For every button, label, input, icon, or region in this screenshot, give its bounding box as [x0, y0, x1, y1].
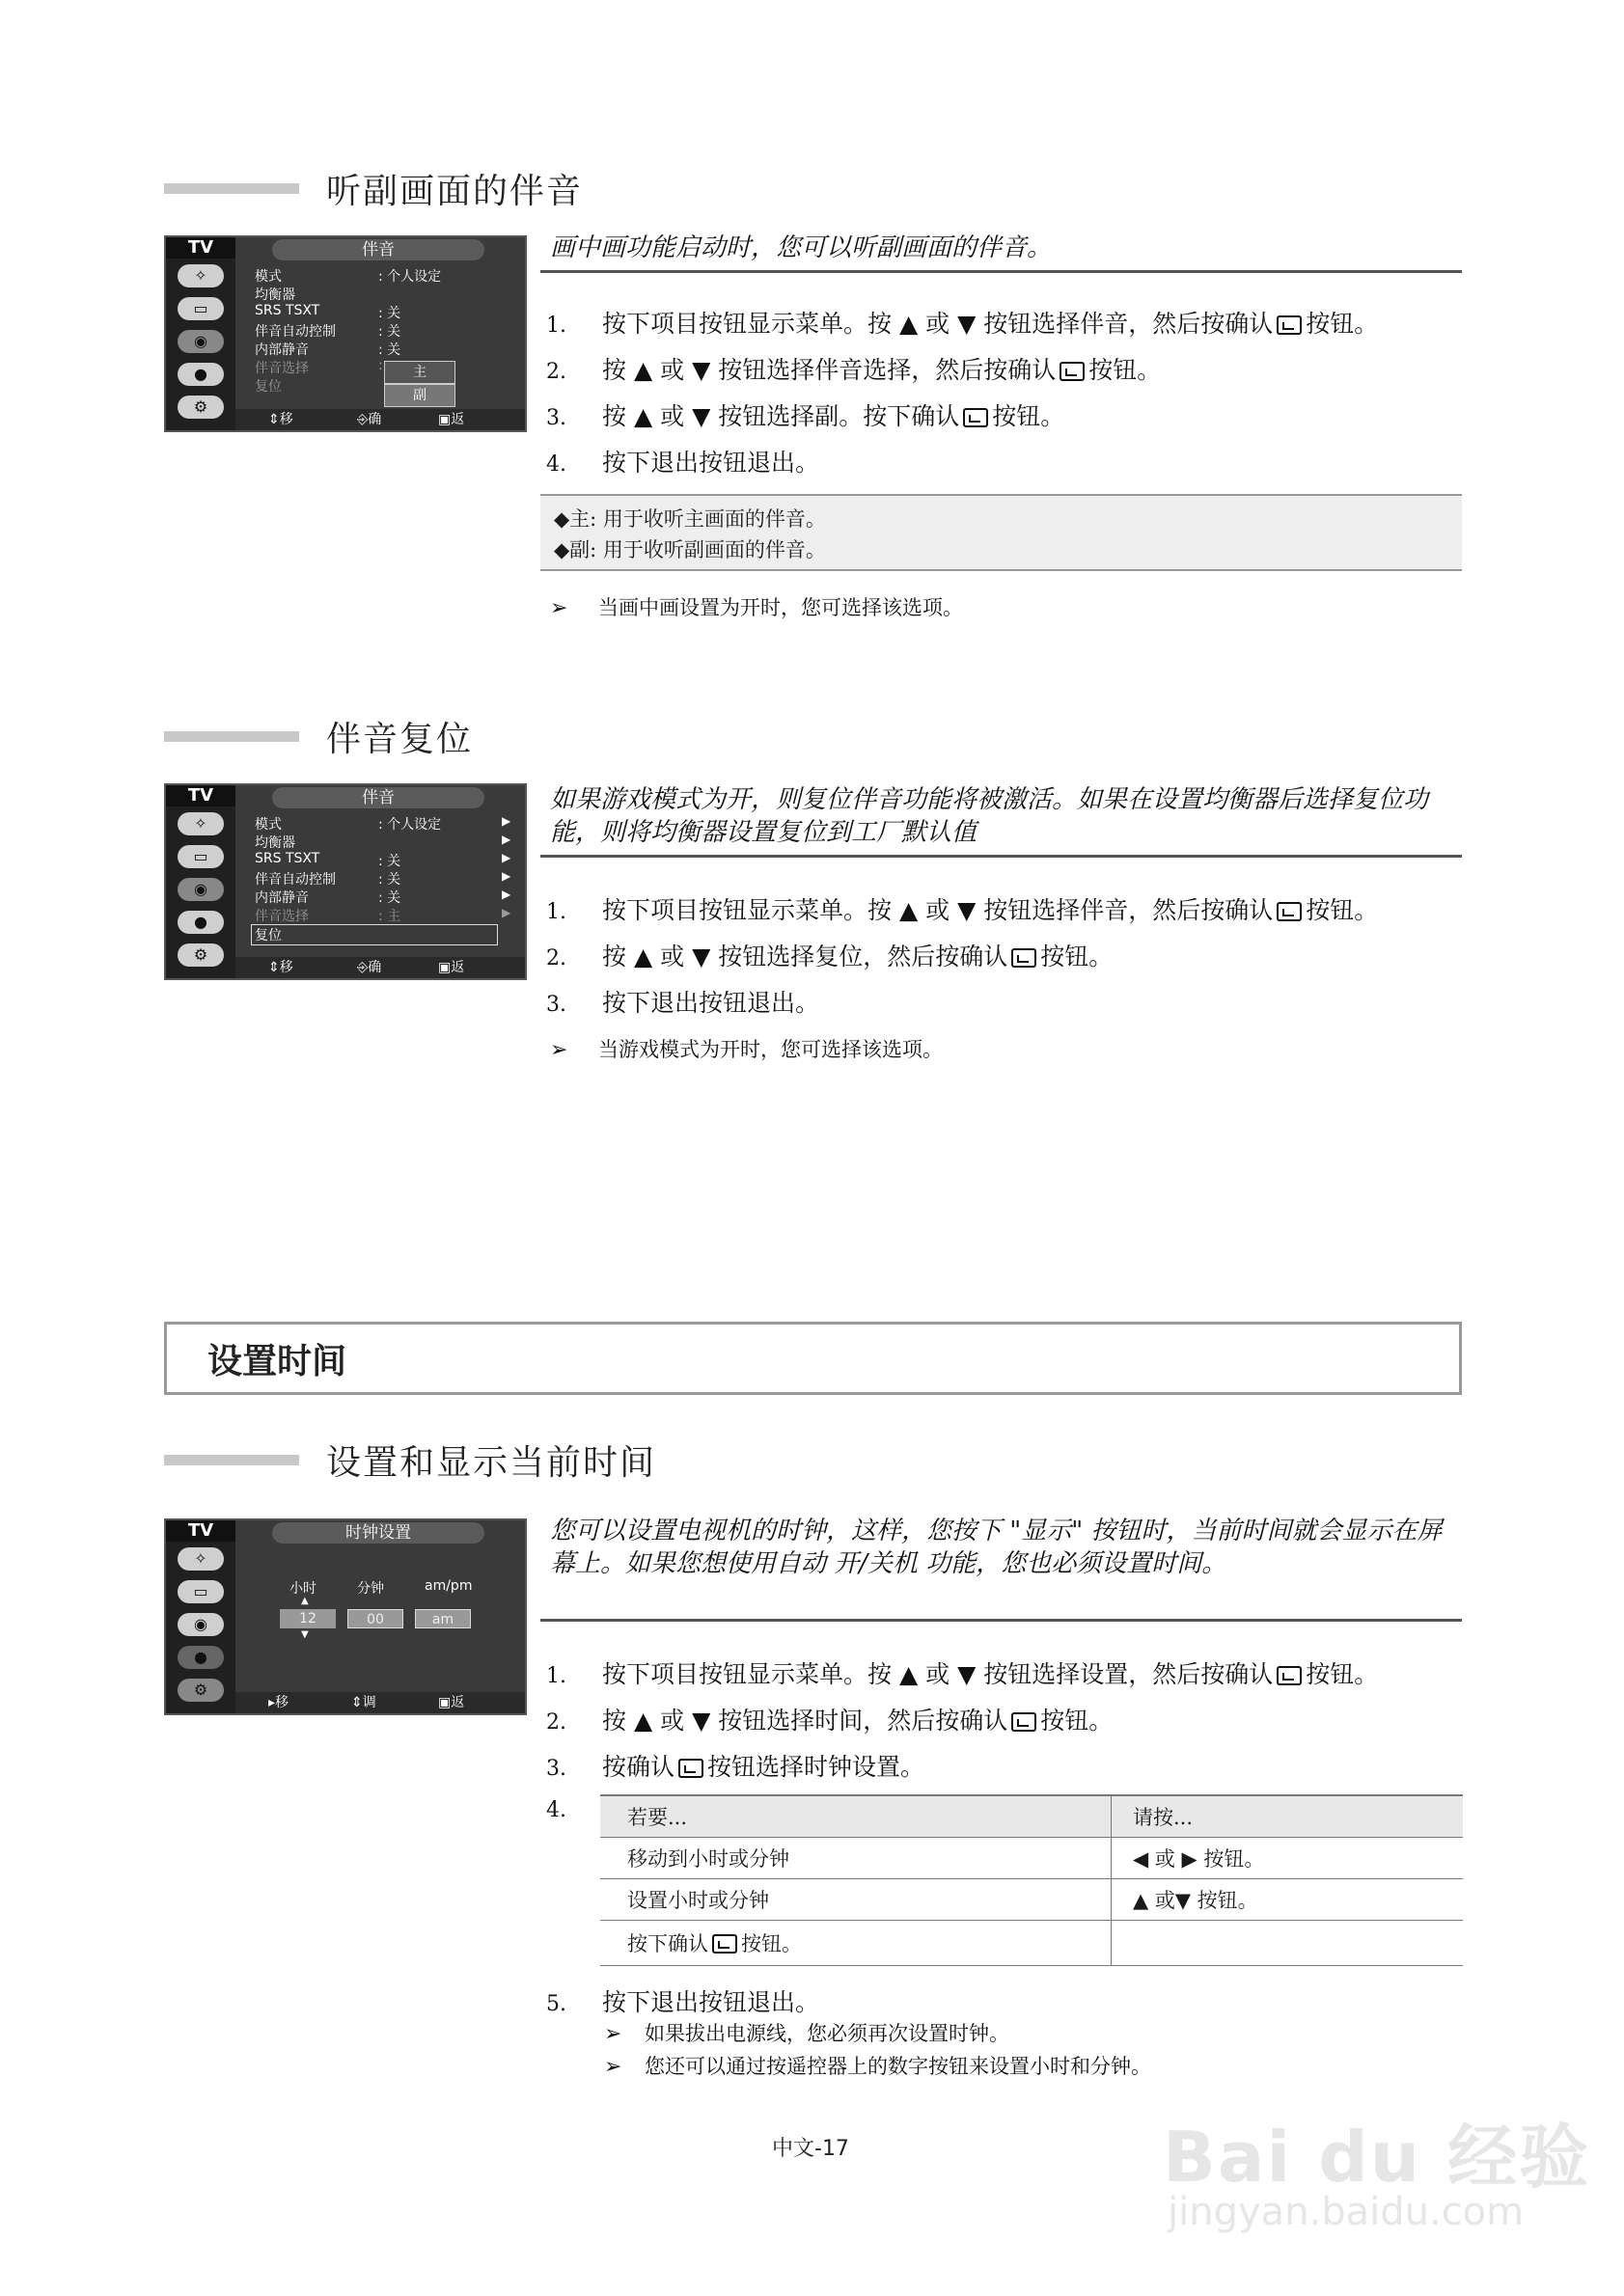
minute-field[interactable]: 00: [347, 1609, 403, 1628]
table-cell: 设置小时或分钟: [600, 1879, 1112, 1921]
section-title: 伴音复位: [326, 720, 474, 759]
setup-gear-icon: ⚙: [178, 396, 224, 419]
arrow-icon: ➢: [604, 2022, 622, 2046]
tv-label: TV: [166, 237, 235, 259]
back-hint: ▣ 返回: [438, 412, 465, 449]
tv-menu-clock: [164, 1518, 527, 1732]
section-bar: [164, 183, 299, 194]
step-1: 1. 按下项目按钮显示菜单。按 ▲ 或 ▼ 按钮选择伴音，然后按确认 按钮。: [546, 310, 1379, 338]
step-3: 3. 按确认 按钮选择时钟设置。: [546, 1753, 925, 1781]
menu-row-sound-select[interactable]: 伴音选择 :: [255, 358, 383, 376]
lead-rule: [540, 1619, 1462, 1622]
menu-sidebar: [166, 785, 235, 978]
sound-icon: ◉: [178, 878, 224, 901]
enter-icon: [1060, 362, 1085, 381]
back-hint: ▣ 返回: [438, 1695, 465, 1732]
note-2: ➢ 您还可以通过按遥控器上的数字按钮来设置小时和分钟。: [604, 2055, 1151, 2079]
section-lead: 画中画功能启动时，您可以听副画面的伴音。: [550, 233, 1053, 262]
setup-gear-icon: ⚙: [178, 1679, 224, 1702]
enter-hint: ⎆ 确认: [357, 960, 382, 997]
table-cell: [1112, 1921, 1464, 1966]
menu-row-srs[interactable]: SRS TSXT : 关 ▶: [255, 851, 511, 869]
move-hint: ⇕ 移动: [268, 960, 293, 997]
info-box: [540, 494, 1462, 571]
antenna-icon: ✧: [178, 1547, 224, 1571]
menu-row-avl[interactable]: 伴音自动控制 : 关: [255, 324, 401, 340]
menu-row-reset[interactable]: 复位: [255, 928, 282, 943]
section-bar: [164, 731, 299, 742]
table-header: [600, 1795, 1463, 1838]
step-5: 5. 按下退出按钮退出。: [546, 1988, 820, 2016]
arrow-icon: ➢: [550, 596, 568, 620]
menu-row-equalizer[interactable]: 均衡器: [255, 287, 295, 303]
note: ➢ 当游戏模式为开时，您可选择该选项。: [550, 1038, 943, 1062]
menu-row-mute[interactable]: 内部静音 : 关 ▶: [255, 888, 511, 906]
tv-label: TV: [166, 785, 235, 806]
menu-row-reset-selected[interactable]: [251, 924, 498, 945]
lead-rule: [540, 855, 1462, 858]
section-lead: 如果游戏模式为开，则复位伴音功能将被激活。如果在设置均衡器后选择复位功能，则将均衡器设置复位到工厂默认值: [550, 785, 1429, 847]
menu-row-reset[interactable]: 复位: [255, 379, 282, 395]
enter-icon: [1011, 1712, 1036, 1732]
menu-footer: [235, 1692, 525, 1732]
header-press: 请按...: [1112, 1795, 1464, 1838]
menu-row-avl[interactable]: 伴音自动控制 : 关 ▶: [255, 869, 511, 888]
table-cell: ◀ 或 ▶ 按钮。: [1112, 1838, 1464, 1879]
table-cell: 按下确认 按钮。: [600, 1921, 1112, 1966]
antenna-icon: ✧: [178, 812, 224, 835]
menu-row-mute[interactable]: 内部静音 : 关: [255, 342, 401, 358]
step-2: 2. 按 ▲ 或 ▼ 按钮选择伴音选择，然后按确认 按钮。: [546, 356, 1162, 384]
sound-icon: ◉: [178, 330, 224, 353]
menu-row-mode[interactable]: 模式 : 个人设定 ▶: [255, 814, 511, 833]
menu-footer: [235, 957, 525, 997]
popup-sub[interactable]: 副: [384, 384, 455, 407]
table-row: [600, 1879, 1463, 1921]
channel-icon: ●: [178, 911, 224, 934]
info-main: ◆主: 用于收听主画面的伴音。: [554, 507, 826, 531]
popup-main[interactable]: 主: [384, 361, 455, 384]
note: ➢ 当画中画设置为开时，您可选择该选项。: [550, 596, 963, 620]
enter-icon: [1011, 948, 1036, 968]
step-3: 3. 按 ▲ 或 ▼ 按钮选择副。按下确认 按钮。: [546, 402, 1065, 430]
section-bar: [164, 1455, 299, 1465]
settings-table: [600, 1794, 1463, 1966]
table-row: [600, 1921, 1463, 1966]
step-4: 4. 按下退出按钮退出。: [546, 449, 820, 477]
menu-title: 伴音: [272, 239, 484, 260]
step-4: 4.: [546, 1798, 566, 1822]
arrow-icon: ➢: [604, 2055, 622, 2079]
hour-field[interactable]: 12: [280, 1609, 336, 1628]
enter-icon: [1277, 1666, 1302, 1685]
section-lead: 您可以设置电视机的时钟，这样，您按下 "显示" 按钮时，当前时间就会显示在屏幕上。如果您想使用自动 开/关机 功能，您也必须设置时间。: [550, 1517, 1443, 1578]
menu-sidebar: [166, 237, 235, 430]
table-cell: ▲ 或▼ 按钮。: [1112, 1879, 1464, 1921]
page-number: 中文-17: [772, 2137, 849, 2161]
menu-row-equalizer[interactable]: 均衡器 ▶: [255, 833, 511, 851]
ampm-field[interactable]: am: [415, 1609, 471, 1628]
header-want: 若要...: [600, 1795, 1112, 1838]
enter-icon: [963, 408, 988, 427]
channel-icon: ●: [178, 1646, 224, 1669]
step-3: 3. 按下退出按钮退出。: [546, 989, 820, 1017]
info-sub: ◆副: 用于收听副画面的伴音。: [554, 538, 826, 561]
menu-row-sound-select[interactable]: 伴音选择 : 主 ▶: [255, 906, 511, 924]
step-1: 1. 按下项目按钮显示菜单。按 ▲ 或 ▼ 按钮选择伴音，然后按确认 按钮。: [546, 896, 1379, 924]
down-arrow-icon[interactable]: ▼: [301, 1629, 309, 1640]
menu-row-srs[interactable]: SRS TSXT : 关: [255, 303, 401, 321]
picture-icon: ▭: [178, 1580, 224, 1603]
enter-icon: [1277, 315, 1302, 335]
step-2: 2. 按 ▲ 或 ▼ 按钮选择时间，然后按确认 按钮。: [546, 1707, 1114, 1735]
col-ampm: am/pm: [425, 1578, 473, 1594]
arrow-icon: ➢: [550, 1038, 568, 1062]
enter-icon: [678, 1759, 703, 1778]
setup-gear-icon: ⚙: [178, 943, 224, 967]
tv-label: TV: [166, 1520, 235, 1542]
picture-icon: ▭: [178, 845, 224, 868]
back-hint: ▣ 返回: [438, 960, 465, 997]
watermark-url: jingyan.baidu.com: [1168, 2190, 1525, 2234]
tv-menu-sound: [164, 235, 527, 449]
section-title: 设置和显示当前时间: [326, 1443, 657, 1483]
lead-rule: [540, 270, 1462, 273]
step-1: 1. 按下项目按钮显示菜单。按 ▲ 或 ▼ 按钮选择设置，然后按确认 按钮。: [546, 1660, 1379, 1688]
table-cell: 移动到小时或分钟: [600, 1838, 1112, 1879]
col-hour: 小时: [289, 1581, 317, 1597]
chapter-box: [164, 1322, 1462, 1395]
section-title: 听副画面的伴音: [326, 172, 584, 211]
move-hint: ▸ 移动: [268, 1695, 289, 1732]
menu-footer: [235, 409, 525, 449]
enter-icon: [1277, 902, 1302, 921]
picture-icon: ▭: [178, 297, 224, 320]
menu-title: 时钟设置: [272, 1522, 484, 1544]
col-minute: 分钟: [357, 1581, 384, 1597]
tv-menu-sound-reset: [164, 783, 527, 997]
menu-title: 伴音: [272, 787, 484, 808]
move-hint: ⇕ 移动: [268, 412, 293, 449]
chapter-title: 设置时间: [207, 1342, 347, 1381]
channel-icon: ●: [178, 363, 224, 386]
watermark-logo: Bai du 经验: [1163, 2117, 1591, 2198]
antenna-icon: ✧: [178, 264, 224, 287]
note-1: ➢ 如果拔出电源线，您必须再次设置时钟。: [604, 2022, 1009, 2046]
table-row: [600, 1838, 1463, 1879]
up-arrow-icon[interactable]: ▲: [301, 1596, 309, 1606]
enter-hint: ⎆ 确认: [357, 412, 382, 449]
menu-sidebar: [166, 1520, 235, 1713]
enter-icon: [712, 1934, 737, 1954]
step-2: 2. 按 ▲ 或 ▼ 按钮选择复位，然后按确认 按钮。: [546, 943, 1114, 970]
adjust-hint: ⇕ 调整: [351, 1695, 376, 1732]
menu-row-mode[interactable]: 模式 : 个人设定: [255, 269, 442, 285]
sound-icon: ◉: [178, 1613, 224, 1636]
